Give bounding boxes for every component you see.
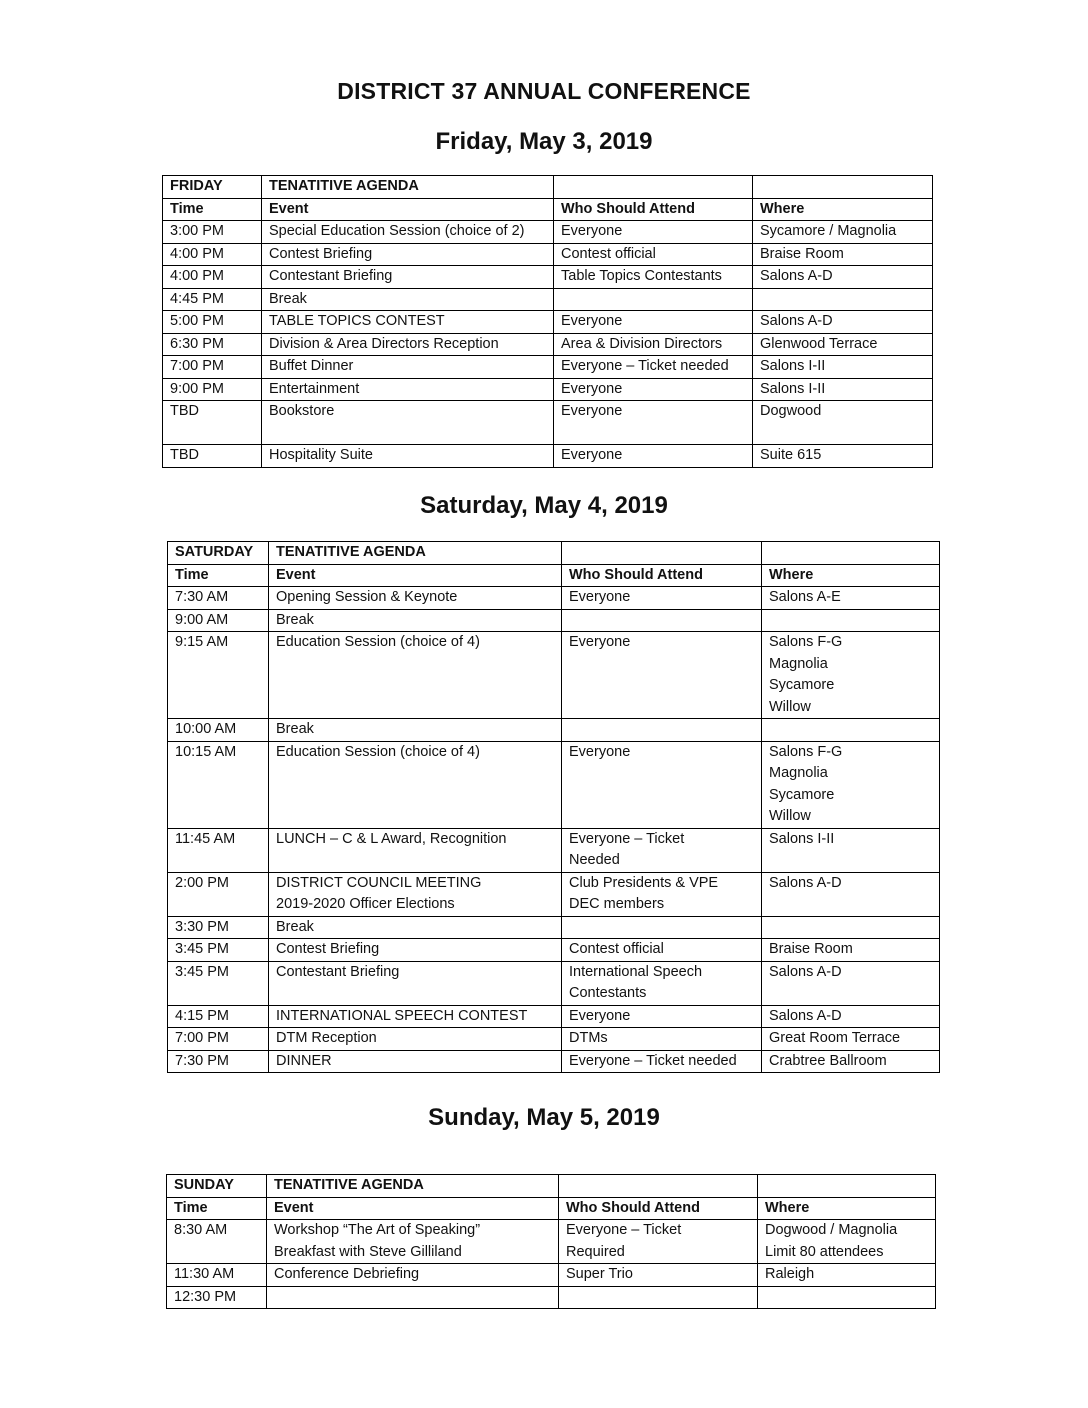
attendees-cell	[554, 333, 753, 356]
event-cell	[269, 1050, 562, 1073]
event-cell-line: Conference Debriefing	[274, 1266, 420, 1282]
event-cell	[269, 916, 562, 939]
column-header: Event	[269, 564, 562, 587]
location-cell	[762, 872, 940, 916]
time-cell: 4:45 PM	[163, 288, 262, 311]
table-row	[168, 741, 940, 828]
location-cell-line: Sycamore / Magnolia	[760, 223, 897, 239]
attendees-cell-line: DTMs	[569, 1030, 608, 1046]
table-row	[168, 961, 940, 1005]
location-cell-line: Salons A-D	[760, 268, 833, 284]
location-cell	[762, 1028, 940, 1051]
attendees-cell-line: Club Presidents & VPE	[569, 874, 719, 891]
table-row	[168, 1050, 940, 1073]
time-cell: 7:00 PM	[168, 1028, 269, 1051]
saturday-agenda-table	[167, 541, 940, 1073]
table-row	[163, 333, 933, 356]
attendees-cell-line: Everyone	[561, 380, 623, 397]
column-header: Who Should Attend	[554, 198, 753, 221]
column-header: Time	[167, 1197, 267, 1220]
event-cell	[262, 243, 554, 266]
location-cell	[758, 1286, 936, 1309]
table-row	[163, 288, 933, 311]
event-cell	[262, 288, 554, 311]
event-cell-line: Contestant Briefing	[269, 268, 393, 284]
event-cell	[267, 1220, 559, 1264]
location-cell	[753, 445, 933, 468]
event-cell-line: Special Education Session (choice of 2)	[269, 223, 525, 239]
location-cell	[762, 1005, 940, 1028]
table-row	[163, 311, 933, 334]
time-cell: 7:30 PM	[168, 1050, 269, 1073]
header-empty-cell	[562, 542, 762, 565]
location-cell	[753, 221, 933, 244]
location-cell-line: Willow	[769, 698, 811, 715]
event-cell-line: DISTRICT COUNCIL MEETING	[276, 874, 482, 891]
table-header-row	[168, 542, 940, 565]
location-cell	[762, 939, 940, 962]
location-cell-line: Salons A-D	[769, 1007, 842, 1024]
event-cell	[269, 872, 562, 916]
header-empty-cell	[758, 1175, 936, 1198]
location-cell	[762, 741, 940, 828]
attendees-cell	[554, 378, 753, 401]
event-cell	[262, 311, 554, 334]
location-cell-line: Sycamore	[769, 786, 835, 803]
time-cell: 4:15 PM	[168, 1005, 269, 1028]
location-cell-line: Sycamore	[769, 677, 835, 693]
event-cell-line: Bookstore	[269, 403, 335, 419]
attendees-cell-line: Everyone	[561, 313, 623, 329]
time-cell: 4:00 PM	[163, 243, 262, 266]
location-cell-line: Raleigh	[765, 1266, 815, 1282]
location-cell-line: Willow	[769, 808, 811, 824]
location-cell	[753, 333, 933, 356]
table-row	[163, 243, 933, 266]
location-cell-line: Salons I-II	[769, 830, 835, 847]
location-cell	[758, 1264, 936, 1287]
location-cell-line: Magnolia	[769, 765, 828, 781]
location-cell-line: Salons F-G	[769, 743, 843, 760]
header-empty-cell	[753, 176, 933, 199]
attendees-cell	[554, 221, 753, 244]
column-header: Who Should Attend	[562, 564, 762, 587]
location-cell-line: Suite 615	[760, 447, 822, 463]
attendees-cell-line: Needed	[569, 852, 620, 868]
time-cell: 10:15 AM	[168, 741, 269, 828]
attendees-cell	[562, 1005, 762, 1028]
event-cell	[269, 719, 562, 742]
event-cell-line: Hospitality Suite	[269, 447, 373, 463]
time-cell: 3:30 PM	[168, 916, 269, 939]
location-cell	[762, 961, 940, 1005]
event-cell	[262, 401, 554, 445]
location-cell-line: Limit 80 attendees	[765, 1243, 884, 1260]
friday-agenda-table	[162, 175, 933, 468]
event-cell-line: Contest Briefing	[276, 941, 380, 957]
attendees-cell-line: DEC members	[569, 896, 665, 912]
day-label: SUNDAY	[167, 1175, 267, 1198]
attendees-cell	[554, 243, 753, 266]
table-row	[163, 221, 933, 244]
location-cell-line: Dogwood	[760, 403, 822, 419]
column-header: Who Should Attend	[559, 1197, 758, 1220]
attendees-cell-line: Area & Division Directors	[561, 335, 723, 352]
time-cell: 6:30 PM	[163, 333, 262, 356]
attendees-cell	[554, 356, 753, 379]
event-cell-line: Opening Session & Keynote	[276, 589, 458, 605]
attendees-cell-line: Everyone	[569, 743, 631, 760]
column-header: Event	[262, 198, 554, 221]
location-cell	[753, 401, 933, 445]
attendees-cell-line: Everyone	[569, 589, 631, 605]
event-cell-line: 2019-2020 Officer Elections	[276, 896, 455, 912]
table-row	[163, 356, 933, 379]
saturday-heading: Saturday, May 4, 2019	[420, 492, 668, 519]
day-label: FRIDAY	[163, 176, 262, 199]
table-row	[163, 378, 933, 401]
event-cell	[269, 741, 562, 828]
event-cell-line: Contestant Briefing	[276, 963, 400, 980]
time-cell: 7:30 AM	[168, 587, 269, 610]
attendees-cell-line: Contest official	[569, 941, 664, 957]
table-row	[168, 1028, 940, 1051]
column-header: Time	[168, 564, 269, 587]
column-header-row	[167, 1197, 936, 1220]
attendees-cell	[562, 632, 762, 719]
time-cell: 12:30 PM	[167, 1286, 267, 1309]
attendees-cell-line: International Speech	[569, 963, 703, 980]
table-row	[167, 1220, 936, 1264]
column-header: Where	[753, 198, 933, 221]
event-cell	[262, 378, 554, 401]
event-cell	[269, 1028, 562, 1051]
event-cell	[267, 1286, 559, 1309]
attendees-cell-line: Required	[566, 1243, 625, 1260]
location-cell	[753, 266, 933, 289]
attendees-cell	[562, 719, 762, 742]
event-cell	[262, 266, 554, 289]
event-cell	[269, 828, 562, 872]
table-row	[168, 872, 940, 916]
time-cell: 3:45 PM	[168, 939, 269, 962]
location-cell	[758, 1220, 936, 1264]
table-row	[168, 587, 940, 610]
time-cell: 5:00 PM	[163, 311, 262, 334]
agenda-label: TENATITIVE AGENDA	[262, 176, 554, 199]
event-cell-line: Buffet Dinner	[269, 358, 354, 374]
attendees-cell	[559, 1220, 758, 1264]
header-empty-cell	[559, 1175, 758, 1198]
table-row	[168, 916, 940, 939]
event-cell	[262, 356, 554, 379]
attendees-cell	[554, 266, 753, 289]
event-cell-line: Workshop “The Art of Speaking”	[274, 1222, 481, 1238]
attendees-cell	[554, 401, 753, 445]
event-cell	[269, 961, 562, 1005]
event-cell-line: Education Session (choice of 4)	[276, 634, 480, 650]
event-cell	[267, 1264, 559, 1287]
event-cell	[262, 445, 554, 468]
location-cell	[753, 243, 933, 266]
attendees-cell	[559, 1286, 758, 1309]
sunday-heading: Sunday, May 5, 2019	[428, 1104, 660, 1131]
attendees-cell	[562, 609, 762, 632]
column-header-row	[163, 198, 933, 221]
time-cell: 9:15 AM	[168, 632, 269, 719]
event-cell-line: Contest Briefing	[269, 245, 373, 262]
location-cell	[762, 916, 940, 939]
location-cell-line: Glenwood Terrace	[760, 335, 878, 352]
time-cell: 9:00 AM	[168, 609, 269, 632]
time-cell: 8:30 AM	[167, 1220, 267, 1264]
time-cell: 11:45 AM	[168, 828, 269, 872]
attendees-cell	[562, 961, 762, 1005]
column-header: Time	[163, 198, 262, 221]
event-cell	[262, 221, 554, 244]
header-empty-cell	[554, 176, 753, 199]
location-cell-line: Magnolia	[769, 655, 828, 672]
attendees-cell	[559, 1264, 758, 1287]
location-cell-line: Salons A-D	[769, 874, 842, 891]
table-row	[168, 828, 940, 872]
attendees-cell-line: Table Topics Contestants	[561, 268, 722, 284]
event-cell-line: Breakfast with Steve Gilliland	[274, 1243, 462, 1260]
friday-heading: Friday, May 3, 2019	[435, 128, 653, 155]
time-cell: TBD	[163, 445, 262, 468]
column-header: Event	[267, 1197, 559, 1220]
table-row	[168, 632, 940, 719]
event-cell	[269, 587, 562, 610]
attendees-cell	[562, 872, 762, 916]
location-cell-line: Great Room Terrace	[769, 1030, 901, 1046]
time-cell: 2:00 PM	[168, 872, 269, 916]
event-cell-line: DINNER	[276, 1052, 332, 1069]
attendees-cell-line: Everyone	[561, 223, 623, 239]
attendees-cell	[562, 1028, 762, 1051]
time-cell: 3:45 PM	[168, 961, 269, 1005]
event-cell	[269, 632, 562, 719]
time-cell: 9:00 PM	[163, 378, 262, 401]
location-cell-line: Salons I-II	[760, 358, 826, 374]
event-cell-line: DTM Reception	[276, 1030, 377, 1046]
sunday-agenda-table	[166, 1174, 936, 1309]
location-cell-line: Salons I-II	[760, 380, 826, 397]
time-cell: TBD	[163, 401, 262, 445]
table-row	[163, 401, 933, 445]
location-cell-line: Crabtree Ballroom	[769, 1052, 887, 1069]
location-cell-line: Salons A-D	[760, 313, 833, 329]
attendees-cell	[562, 828, 762, 872]
table-row	[167, 1264, 936, 1287]
header-empty-cell	[762, 542, 940, 565]
attendees-cell	[562, 916, 762, 939]
table-row	[168, 939, 940, 962]
attendees-cell-line: Everyone	[561, 403, 623, 419]
location-cell	[762, 609, 940, 632]
event-cell	[269, 1005, 562, 1028]
attendees-cell-line: Everyone – Ticket needed	[561, 358, 729, 374]
attendees-cell	[562, 1050, 762, 1073]
time-cell: 3:00 PM	[163, 221, 262, 244]
attendees-cell	[562, 939, 762, 962]
time-cell: 4:00 PM	[163, 266, 262, 289]
agenda-label: TENATITIVE AGENDA	[269, 542, 562, 565]
location-cell-line: Braise Room	[769, 941, 853, 957]
attendees-cell-line: Everyone	[569, 634, 631, 650]
location-cell	[762, 828, 940, 872]
event-cell	[262, 333, 554, 356]
day-label: SATURDAY	[168, 542, 269, 565]
table-row	[168, 719, 940, 742]
location-cell	[762, 632, 940, 719]
table-row	[163, 445, 933, 468]
attendees-cell	[554, 311, 753, 334]
event-cell-line: Education Session (choice of 4)	[276, 743, 480, 760]
attendees-cell-line: Contest official	[561, 245, 656, 262]
location-cell	[753, 288, 933, 311]
location-cell-line: Salons A-E	[769, 589, 841, 605]
attendees-cell	[554, 445, 753, 468]
location-cell-line: Salons F-G	[769, 634, 843, 650]
event-cell-line: Break	[269, 290, 307, 307]
event-cell	[269, 939, 562, 962]
time-cell: 10:00 AM	[168, 719, 269, 742]
event-cell-line: Entertainment	[269, 380, 360, 397]
column-header: Where	[758, 1197, 936, 1220]
table-row	[168, 1005, 940, 1028]
column-header-row	[168, 564, 940, 587]
attendees-cell-line: Everyone – Ticket needed	[569, 1052, 737, 1069]
table-header-row	[163, 176, 933, 199]
event-cell-line: LUNCH – C & L Award, Recognition	[276, 830, 507, 847]
location-cell	[762, 719, 940, 742]
attendees-cell-line: Everyone	[561, 447, 623, 463]
event-cell-line: TABLE TOPICS CONTEST	[269, 313, 445, 329]
location-cell	[762, 1050, 940, 1073]
location-cell-line: Braise Room	[760, 245, 844, 262]
location-cell-line: Dogwood / Magnolia	[765, 1222, 898, 1238]
table-row	[163, 266, 933, 289]
event-cell-line: Division & Area Directors Reception	[269, 335, 499, 352]
location-cell	[753, 356, 933, 379]
attendees-cell-line: Everyone – Ticket	[569, 830, 685, 847]
attendees-cell-line: Everyone	[569, 1007, 631, 1024]
event-cell-line: Break	[276, 918, 314, 935]
event-cell-line: Break	[276, 721, 314, 737]
location-cell	[753, 311, 933, 334]
document-title: DISTRICT 37 ANNUAL CONFERENCE	[337, 78, 751, 104]
location-cell-line: Salons A-D	[769, 963, 842, 980]
attendees-cell-line: Super Trio	[566, 1266, 633, 1282]
table-row	[167, 1286, 936, 1309]
event-cell	[269, 609, 562, 632]
attendees-cell	[554, 288, 753, 311]
table-header-row	[167, 1175, 936, 1198]
column-header: Where	[762, 564, 940, 587]
attendees-cell-line: Contestants	[569, 985, 647, 1001]
time-cell: 11:30 AM	[167, 1264, 267, 1287]
attendees-cell-line: Everyone – Ticket	[566, 1222, 682, 1238]
event-cell-line: Break	[276, 611, 314, 628]
location-cell	[762, 587, 940, 610]
time-cell: 7:00 PM	[163, 356, 262, 379]
agenda-label: TENATITIVE AGENDA	[267, 1175, 559, 1198]
location-cell	[753, 378, 933, 401]
attendees-cell	[562, 741, 762, 828]
attendees-cell	[562, 587, 762, 610]
table-row	[168, 609, 940, 632]
event-cell-line: INTERNATIONAL SPEECH CONTEST	[276, 1007, 528, 1024]
